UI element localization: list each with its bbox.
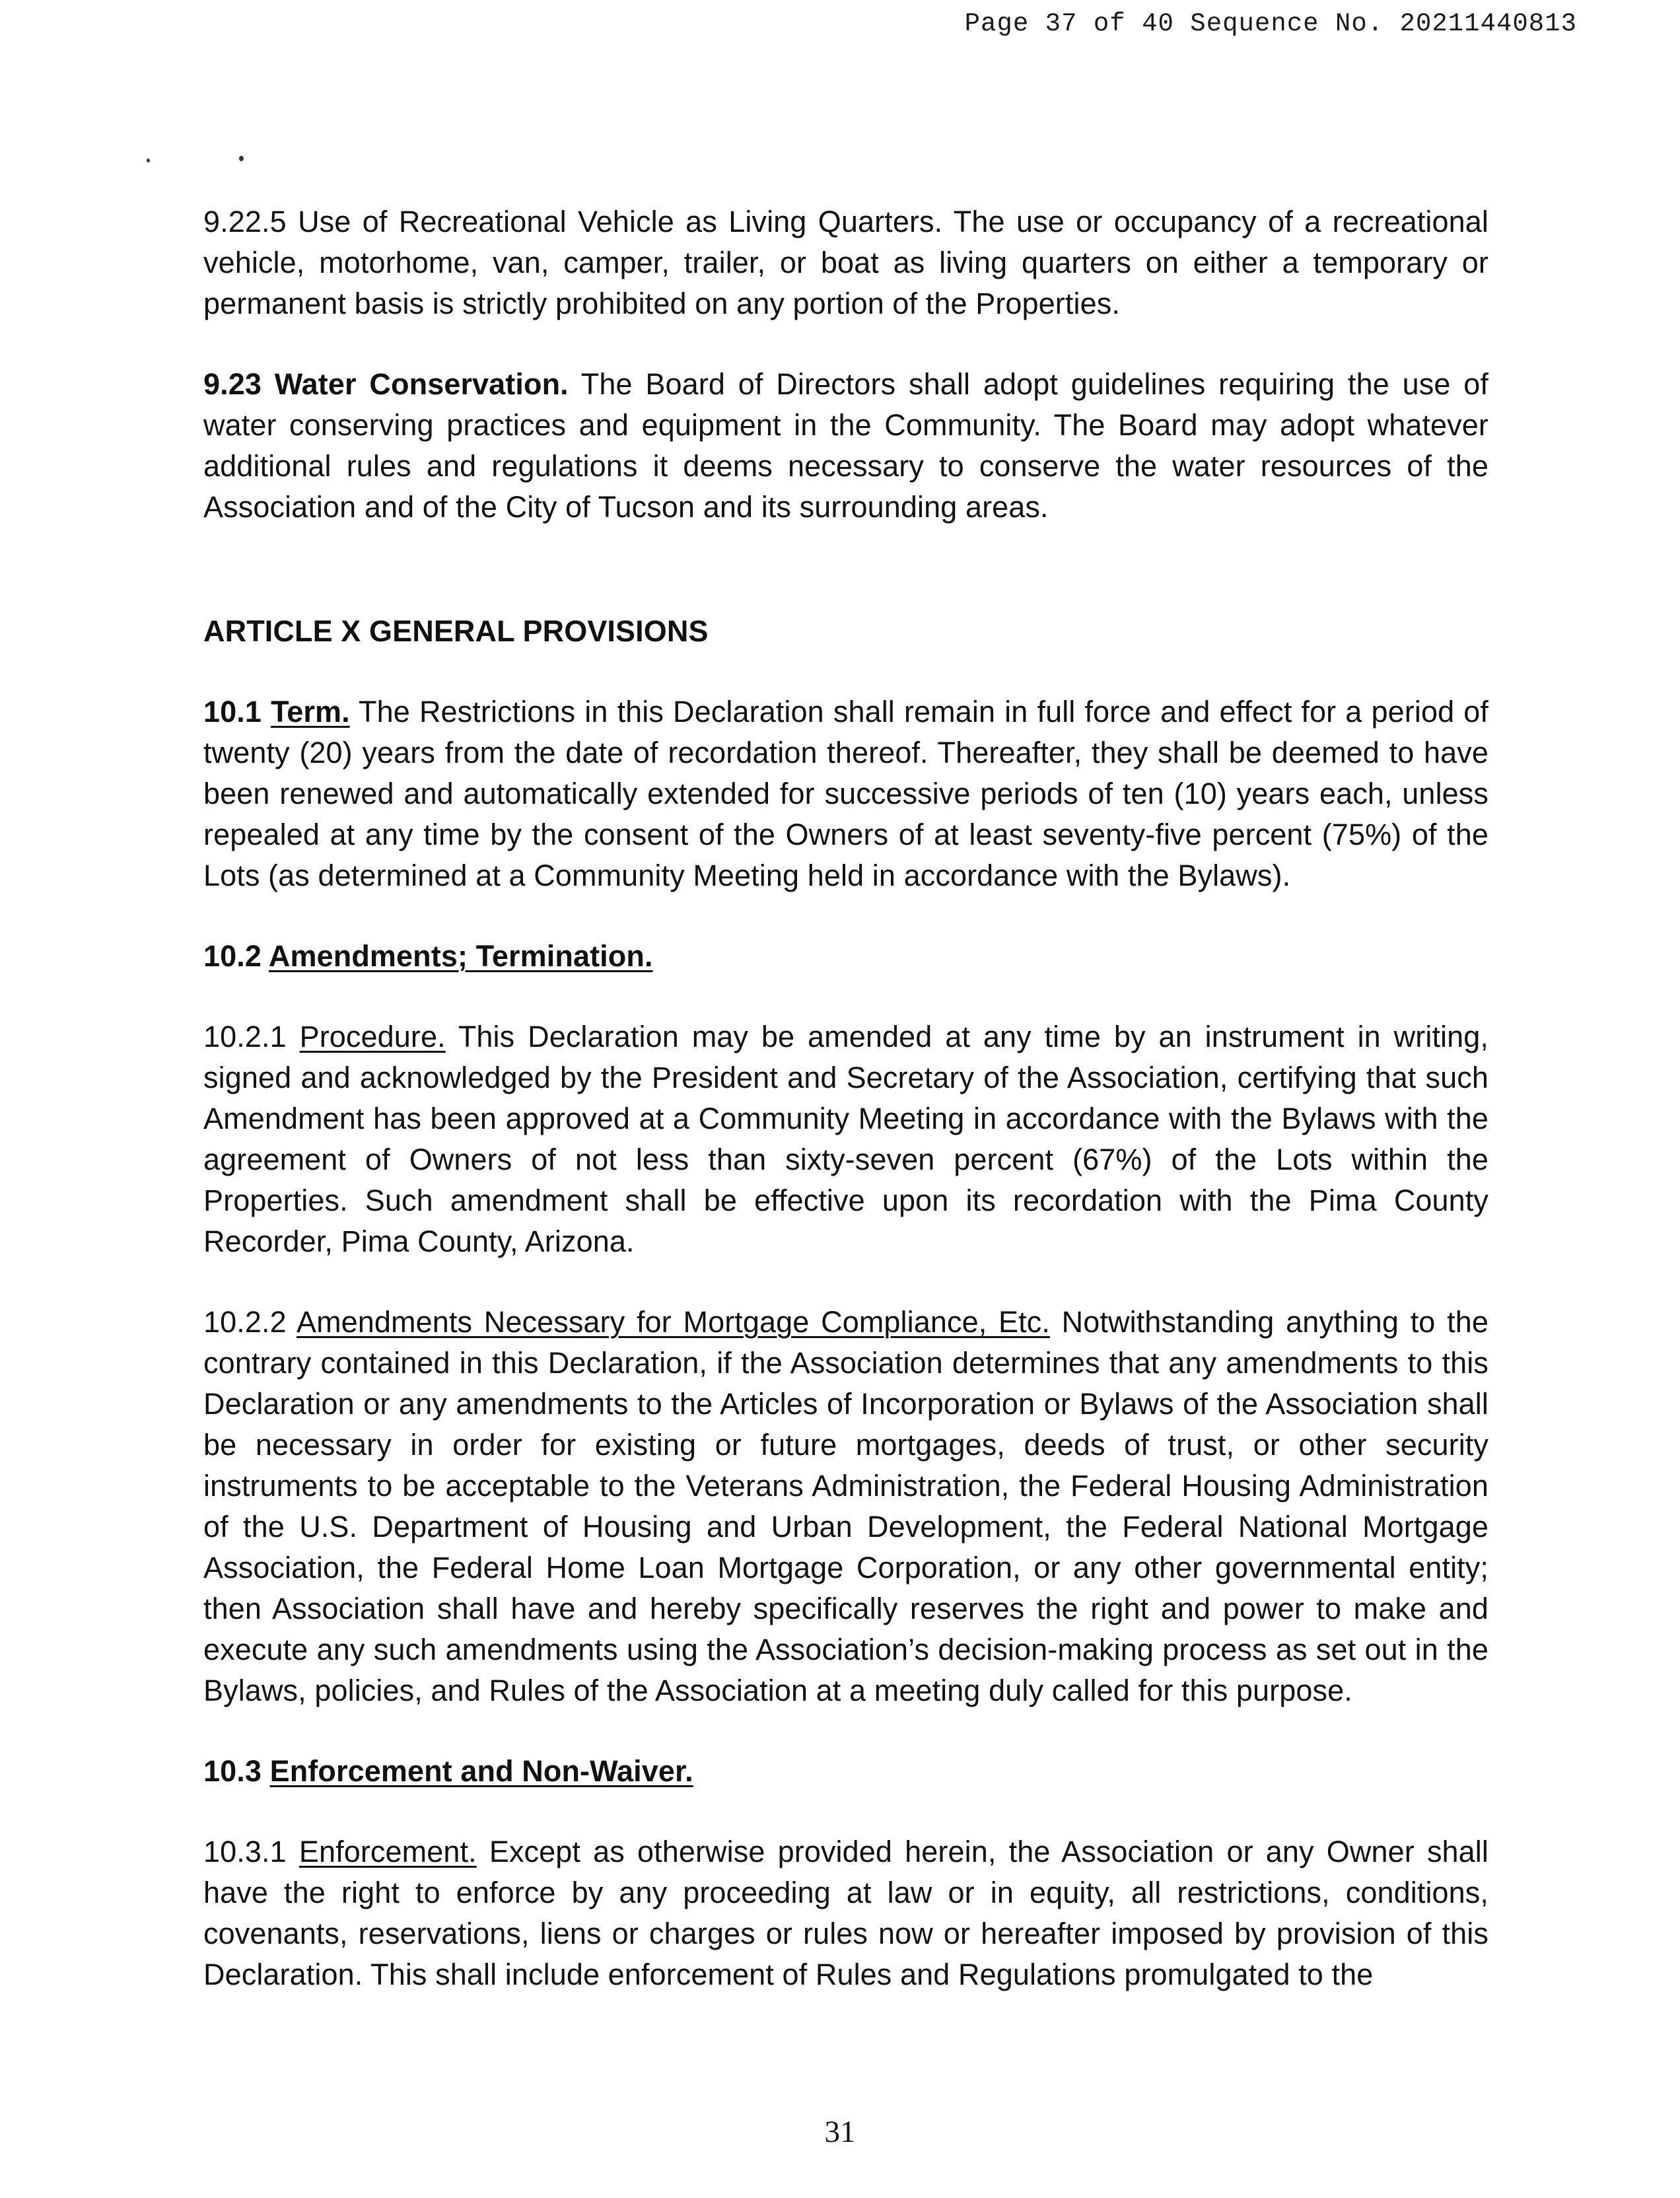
section-title: Amendments; Termination.	[268, 939, 653, 973]
section-number: 9.22.5	[203, 205, 287, 238]
section-title: Use of Recreational Vehicle as Living Quarters.	[298, 205, 943, 238]
section-number: 10.2.1	[203, 1020, 287, 1053]
section-title: Amendments Necessary for Mortgage Compliance, Etc.	[296, 1305, 1050, 1339]
section-title: Term.	[271, 695, 350, 728]
document-body	[203, 201, 1488, 2035]
section-number: 10.3	[203, 1754, 262, 1788]
section-heading: 9.23 Water Conservation.	[203, 367, 569, 401]
section-10-2-2	[203, 1302, 1488, 1711]
section-title: Enforcement.	[298, 1835, 477, 1868]
section-body: Except as otherwise provided herein, the Association or any Owner shall have the right to enforce by any proceeding at law or in equity, all restrictions, conditions, covenants, reservations, liens or charges or rules now or hereafter imposed by provision of this Declaration. This shall include enforcement of Rules and Regulations promulgated to the	[203, 1835, 1488, 1991]
section-body: This Declaration may be amended at any time by an instrument in writing, signed and acknowledged by the President and Secretary of the Association, certifying that such Amendment has been approved at a Community Meeting in accordance with the Bylaws with the agreement of Owners of not less than sixty-seven percent (67%) of the Lots within the Properties. Such amendment shall be effective upon its recordation with the Pima County Recorder, Pima County, Arizona.	[203, 1020, 1489, 1258]
section-body: The use or occupancy of a recreational vehicle, motorhome, van, camper, trailer, or boat as living quarters on either a temporary or permanent basis is strictly prohibited on any portion of the Properties.	[203, 205, 1488, 320]
scan-speck	[239, 156, 244, 161]
section-title: Enforcement and Non-Waiver.	[269, 1754, 693, 1788]
section-10-3-1	[203, 1831, 1488, 1995]
recording-stamp: Page 37 of 40 Sequence No. 20211440813	[964, 9, 1577, 38]
page-number: 31	[824, 2115, 856, 2149]
section-10-1	[203, 691, 1488, 896]
section-10-2-1	[203, 1016, 1488, 1262]
section-body: The Restrictions in this Declaration shall remain in full force and effect for a period of twenty (20) years from the date of recordation thereof. Thereafter, they shall be deemed to have been renewed and automatically extended for successive periods of ten (10) years each, unless repealed at any time by the consent of the Owners of at least seventy-five percent (75%) of the Lots (as determined at a Community Meeting held in accordance with the Bylaws).	[203, 695, 1488, 892]
section-9-22-5	[203, 201, 1488, 324]
section-number: 10.3.1	[203, 1835, 287, 1868]
section-10-2-heading	[203, 936, 1488, 977]
section-10-3-heading	[203, 1751, 1488, 1792]
section-body: Notwithstanding anything to the contrary contained in this Declaration, if the Association determines that any amendments to this Declaration or any amendments to the Articles of Incorporation or Bylaws of the Association shall be necessary in order for existing or future mortgages, deeds of trust, or other security instruments to be acceptable to the Veterans Administration, the Federal Housing Administration of the U.S. Department of Housing and Urban Development, the Federal National Mortgage Association, the Federal Home Loan Mortgage Corporation, or any other governmental entity; then Association shall have and hereby specifically reserves the right and power to make and execute any such amendments using the Association’s decision-making process as set out in the Bylaws, policies, and Rules of the Association at a meeting duly called for this purpose.	[203, 1305, 1489, 1707]
article-x-heading: ARTICLE X GENERAL PROVISIONS	[203, 614, 709, 648]
section-number: 10.2	[203, 939, 262, 973]
section-title: Procedure.	[299, 1020, 446, 1053]
section-number: 10.2.2	[203, 1305, 287, 1339]
section-body: The Board of Directors shall adopt guidelines requiring the use of water conserving practices and equipment in the Community. The Board may adopt whatever additional rules and regulations it deems necessary to conserve the water resources of the Association and of the City of Tucson and its surrounding areas.	[203, 367, 1488, 524]
section-number: 10.1	[203, 695, 262, 728]
section-9-23	[203, 364, 1488, 528]
scan-speck	[147, 159, 150, 162]
